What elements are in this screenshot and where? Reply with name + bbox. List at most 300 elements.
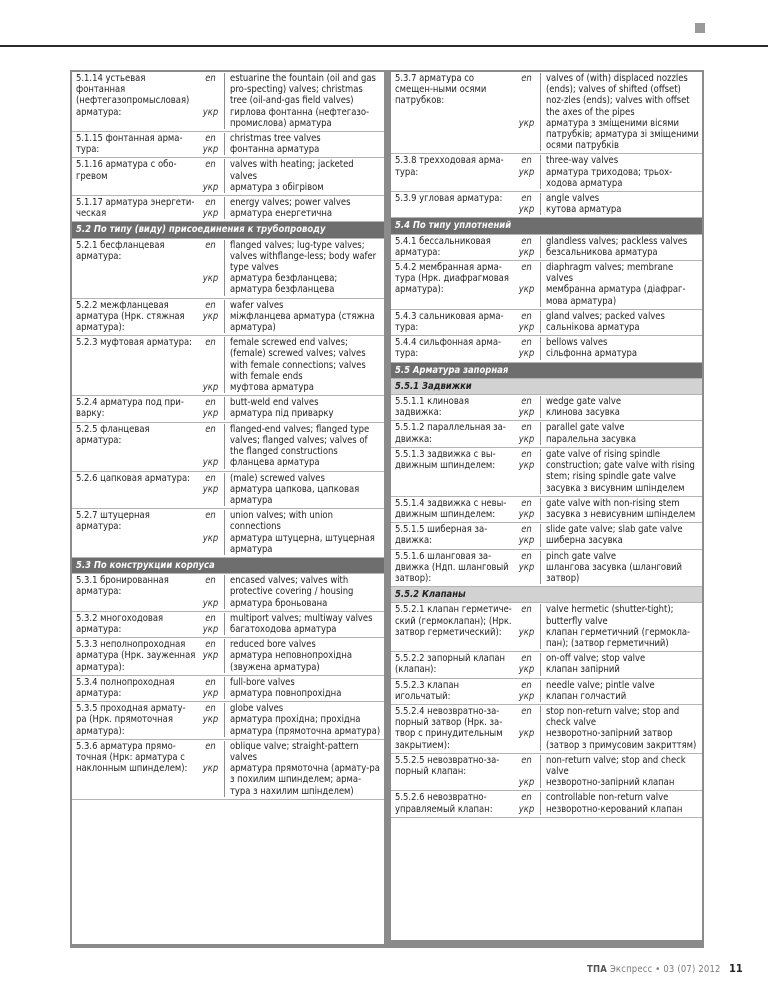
term-label: 5.3.9 угловая арматура: [395,193,503,205]
translation-text: flanged-end valves; flanged type valves; flanged valves; valves of the flanged constructions [230,423,370,458]
corner-marker [695,23,705,33]
translation-text: арматура неповнопрохідна (звужена арматура) [230,650,353,673]
language-code: en [515,706,541,728]
language-code: укр [199,107,225,129]
term-label: 5.5.1.6 шланговая за-движка (Ндп. шланговый затвор): [395,550,509,584]
translations [199,424,384,469]
translations [515,604,702,649]
translation-text: шиберна засувка [546,535,623,547]
translation-line [515,460,702,482]
language-code: укр [515,118,541,152]
term-label: 5.3.6 арматура прямо-точная (Нрк: арматура с наклонным шпинделем): [76,740,188,775]
section-heading: 5.2 По типу (виду) присоединения к трубопроводу [72,222,384,238]
translation-text: pinch gate valve [546,550,617,562]
language-code: en [199,73,225,107]
term-row [72,196,384,222]
translation-line [515,449,702,460]
translation-line [515,422,702,433]
term-label: 5.5.2.6 невозвратно-управляемый клапан: [395,792,493,815]
translation-line [515,348,702,359]
translation-text: globe valves [230,703,284,715]
translation-text: three-way valves [546,155,619,167]
translation-text: valves of (with) displaced nozzles (ends); valves of shifted (offset) noz-zles (ends); valves with offset the axes of the pipes [546,73,690,118]
term-row [391,603,702,652]
language-code: укр [515,407,541,418]
translation-line [199,677,384,688]
term-row [391,310,702,336]
term-label: 5.3.8 трехходовая арма-тура: [395,155,504,178]
language-code: en [515,524,541,535]
translation-line [199,133,384,144]
translation-text: valve hermetic (shutter-tight); butterfly valve [546,604,674,627]
translation-line [515,664,702,675]
translations [199,397,384,419]
translation-line [515,627,702,649]
translations [515,337,702,359]
language-code: укр [199,182,225,193]
translation-text: клапан запірний [546,664,620,676]
translations [199,240,384,296]
translation-text: angle valves [546,193,600,205]
translation-text: on-off valve; stop valve [546,653,646,665]
translation-text: клапан голчастий [546,690,627,702]
language-code: укр [199,408,225,419]
translation-text: christmas tree valves [230,133,321,145]
translation-text: gate valve with non-rising stem [546,497,680,509]
language-code: укр [199,714,225,736]
translations [515,706,702,751]
term-row [391,448,702,497]
translation-line [515,706,702,728]
translation-line [199,650,384,672]
term-row [72,132,384,158]
translations [515,396,702,418]
language-code: en [199,473,225,484]
term-row [72,423,384,472]
translations [199,703,384,737]
translation-text: controllable non-return valve [546,792,669,804]
term-row [72,638,384,676]
translation-text: безсальникова арматура [546,246,658,258]
translation-line [199,424,384,458]
translation-line [515,118,702,152]
language-code: укр [515,204,541,215]
term-row [72,299,384,337]
translation-text: gland valves; packed valves [546,310,665,322]
language-code: en [515,262,541,284]
translations [515,755,702,789]
term-row [391,192,702,218]
language-code: en [199,510,225,532]
translation-text: арматура повнопрохідна [230,687,342,699]
translation-line [515,498,702,509]
translation-line [515,653,702,664]
term-row [391,791,702,817]
language-code: укр [199,311,225,333]
translation-text: bellows valves [546,337,608,349]
translation-line [199,311,384,333]
translation-text: сальнікова арматура [546,322,640,334]
translation-text: засувка з невисувним шпінделем [546,508,696,520]
language-code: en [515,551,541,562]
language-code: en [515,155,541,166]
term-label: 5.1.17 арматура энергети-ческая [76,197,195,220]
language-code: укр [515,777,541,788]
term-row [391,72,702,154]
translation-text: construction; gate valve with rising stem; rising spindle gate valve [546,460,695,483]
language-code: укр [199,484,225,506]
term-label: 5.5.1.1 клиновая задвижка: [395,396,470,419]
translation-line [199,639,384,650]
language-code: en [199,677,225,688]
translation-text: арматура триходова; трьох-ходова арматура [546,166,673,189]
translation-text: арматура цапкова, цапковая арматура [230,483,360,506]
language-code: укр [515,247,541,258]
term-label: 5.4.1 бессальниковая арматура: [395,235,491,258]
term-row [391,705,702,754]
language-code: укр [515,348,541,359]
language-code: en [515,236,541,247]
translation-text: мембранна арматура (діафраг-мова арматура) [546,284,686,307]
term-label: 5.5.1.3 задвижка с вы-движным шпинделем: [395,448,496,472]
translation-line [515,73,702,118]
language-code: укр [515,535,541,546]
term-label: 5.3.3 неполнопроходная арматура (Нрк. зауженная арматура): [76,639,196,673]
term-row [72,702,384,740]
translation-text: багатоходова арматура [230,623,337,635]
translation-line [199,73,384,107]
translation-text: шлангова засувка (шланговий затвор) [546,561,683,584]
term-label: 5.5.2.3 клапан игольчатый: [395,679,460,702]
translation-text: незворотно-запірний клапан [546,777,675,789]
translation-line [199,457,384,468]
language-code: укр [515,728,541,750]
language-code: en [515,337,541,348]
translations [199,300,384,334]
translation-text: клинова засувка [546,407,620,419]
translations [515,236,702,258]
translations [515,262,702,307]
term-row [391,154,702,192]
translation-text: full-bore valves [230,676,295,688]
translation-line [515,236,702,247]
translation-line [199,598,384,609]
translation-text: гирлова фонтанна (нефтегазо-промислова) арматура [230,106,370,129]
language-code: en [199,300,225,311]
translations [199,197,384,219]
translation-text: арматура з зміщеними вісями патрубків; арматура зі зміщеними осями патрубків [546,117,699,152]
language-code: en [199,337,225,382]
term-label: 5.1.14 устьевая фонтанная (нефтегазопромысловая) арматура: [76,73,190,118]
translation-line [515,396,702,407]
term-label: 5.5.1.4 задвижка с невы-движным шпинделем: [395,497,507,520]
translation-text: муфтова арматура [230,382,314,394]
language-code: укр [199,382,225,393]
translation-text: арматура штуцерна, штуцерная арматура [230,532,375,555]
translation-text: арматура прохідна; прохідна арматура (прямоточна арматура) [230,714,381,737]
translation-line [199,159,384,181]
translation-line [199,197,384,208]
translation-line [199,382,384,393]
term-row [391,336,702,362]
translation-text: union valves; with union connections [230,510,333,533]
translations [199,677,384,699]
term-label: 5.1.16 арматура с обо-гревом [76,159,177,182]
translation-line [515,604,702,626]
term-label: 5.2.2 межфланцевая арматура (Нрк. стяжная арматура): [76,299,185,334]
translation-line [515,407,702,418]
translation-line [515,509,702,520]
term-row [72,509,384,558]
translations [515,311,702,333]
language-code: en [199,575,225,597]
language-code: en [515,311,541,322]
term-label: 5.5.2.2 запорный клапан (клапан): [395,653,506,676]
language-code: en [515,422,541,433]
translations [515,792,702,814]
term-row [72,336,384,396]
translation-line [515,155,702,166]
term-row [72,396,384,422]
language-code: укр [199,144,225,155]
translation-line [515,680,702,691]
term-label: 5.3.5 проходная армату-ра (Нрк. прямоточная арматура): [76,703,186,737]
term-label: 5.4.4 сильфонная арма-тура: [395,337,502,360]
translations [199,337,384,393]
translation-line [199,240,384,274]
translation-line [515,777,702,788]
language-code: укр [199,624,225,635]
term-label: 5.5.1.5 шиберная за-движка: [395,524,488,547]
translation-text: reduced bore valves [230,639,316,651]
translations [515,498,702,520]
left-column [72,72,384,944]
translations [199,133,384,155]
subsection-heading: 5.5.2 Клапаны [391,587,702,603]
translation-text: slide gate valve; slab gate valve [546,524,683,536]
section-heading: 5.5 Арматура запорная [391,363,702,379]
translation-line [515,262,702,284]
language-code: en [515,193,541,204]
language-code: укр [515,167,541,189]
translation-text: wedge gate valve [546,396,622,408]
term-label: 5.2.3 муфтовая арматура: [76,337,192,349]
language-code: en [515,396,541,407]
translation-line [199,533,384,555]
language-code: en [199,159,225,181]
language-code: en [515,755,541,777]
language-code: укр [515,284,541,306]
term-label: 5.2.7 штуцерная арматура: [76,510,150,533]
translation-text: паралельна засувка [546,433,637,445]
translations [515,193,702,215]
translation-line [199,182,384,193]
subsection-heading: 5.5.1 Задвижки [391,379,702,395]
translation-text: кутова арматура [546,204,622,216]
language-code: en [515,73,541,118]
translation-line [515,311,702,322]
translation-line [199,397,384,408]
term-label: 5.2.5 фланцевая арматура: [76,423,150,446]
language-code: en [199,741,225,763]
translation-text: міжфланцева арматура (стяжна арматура) [230,310,375,334]
language-code: укр [515,804,541,815]
translation-text: арматура броньована [230,597,328,609]
translation-line [515,193,702,204]
translation-text: valves with heating; jacketed valves [230,159,354,182]
translation-text: клапан герметичний (гермокла-пан); (затвор герметичний) [546,626,691,649]
language-code: укр [199,533,225,555]
term-label: 5.2.4 арматура под при-варку: [76,397,184,420]
term-label: 5.3.4 полнопроходная арматура: [76,676,175,699]
term-label: 5.5.2.5 невозвратно-за-порный клапан: [395,754,500,777]
translation-text: energy valves; power valves [230,197,351,209]
term-label: 5.2.6 цапковая арматура: [76,472,191,484]
language-code: en [515,449,541,460]
translation-text: non-return valve; stop and check valve [546,754,686,777]
translations [199,510,384,555]
translation-text: засувка з висувним шпінделем [546,482,685,494]
translation-line [199,144,384,155]
term-label: 5.3.1 бронированная арматура: [76,575,169,598]
translations [515,422,702,444]
term-row [72,740,384,800]
translation-text: stop non-return valve; stop and check valve [546,705,680,729]
translation-text: parallel gate valve [546,422,625,434]
term-label: 5.3.2 многоходовая арматура: [76,612,164,635]
translation-line [199,473,384,484]
translation-line [199,273,384,295]
translation-line [515,562,702,584]
glossary-panel [70,70,704,948]
translation-text: сільфонна арматура [546,348,638,360]
term-row [72,574,384,612]
translation-line [515,755,702,777]
translations [515,680,702,702]
translations [515,524,702,546]
language-code: укр [515,691,541,702]
translations [199,639,384,673]
translations [199,613,384,635]
term-label: 5.4.3 сальниковая арма-тура: [395,310,504,334]
translation-text: glandless valves; packless valves [546,235,688,247]
language-code: en [515,498,541,509]
translation-line [515,524,702,535]
section-heading: 5.4 По типу уплотнений [391,218,702,234]
translations [515,551,702,585]
translation-line [515,551,702,562]
term-row [391,523,702,549]
language-code: en [515,680,541,691]
footer-magazine: ТПА [587,964,607,975]
term-row [391,652,702,678]
translations [199,741,384,797]
section-heading: 5.3 По конструкции корпуса [72,558,384,574]
translation-line [515,167,702,189]
translation-text: flanged valves; lug-type valves; valves withflange-less; body wafer type valves [230,239,377,274]
translation-text: female screwed end valves; (female) screwed valves; valves with female connections; valves with female ends [230,337,366,382]
language-code: en [199,133,225,144]
translation-text: diaphragm valves; membrane valves [546,262,674,285]
translation-text: butt-weld end valves [230,397,319,409]
translation-line [515,691,702,702]
translation-line [515,728,702,750]
language-code: en [515,653,541,664]
translation-line [515,204,702,215]
translation-line [199,688,384,699]
translation-text: арматура прямоточна (армату-ра з похилим шпинделем; арма-тура з нахилим шпінделем) [230,763,380,797]
language-code: en [199,240,225,274]
term-row [391,550,702,588]
translation-line [199,408,384,419]
translation-text: estuarine the fountain (oil and gas pro-specting) valves; christmas tree (oil-and-gas field valves) [230,73,376,107]
right-column [391,72,702,940]
translation-text: oblique valve; straight-pattern valves [230,740,359,763]
translation-line [199,337,384,382]
translation-text: незворотно-керований клапан [546,803,683,815]
translation-line [199,741,384,763]
language-code: укр [199,273,225,295]
translation-text: арматура з обігрівом [230,181,324,193]
language-code: укр [199,763,225,797]
term-label: 5.5.2.4 невозвратно-за-порный затвор (Нрк. за-твор с принудительным закрытием): [395,705,503,751]
language-code: укр [199,650,225,672]
language-code [515,483,541,494]
term-label: 5.3.7 арматура со смещен-ными осями патрубков: [395,73,487,107]
translation-line [515,792,702,803]
translation-text: арматура під приварку [230,408,334,420]
translation-line [515,804,702,815]
translation-line [199,703,384,714]
term-row [72,676,384,702]
term-label: 5.1.15 фонтанная арма-тура: [76,133,183,156]
footer-issue: Экспресс • 03 (07) 2012 [609,964,721,975]
language-code: en [199,639,225,650]
translation-text: gate valve of rising spindle [546,448,661,460]
translation-line [199,300,384,311]
translation-line [199,763,384,797]
term-row [72,72,384,132]
term-row [391,754,702,792]
term-row [72,158,384,196]
translations [199,159,384,193]
translation-text: фланцева арматура [230,457,320,469]
language-code: укр [199,208,225,219]
language-code: укр [515,562,541,584]
translation-line [515,322,702,333]
translation-text: незворотно-запірний затвор (затвор з примусовим закриттям) [546,728,697,751]
term-row [72,239,384,299]
language-code: en [199,424,225,458]
language-code: укр [515,627,541,649]
translations [515,653,702,675]
translation-line [199,107,384,129]
language-code: укр [515,322,541,333]
translation-text: multiport valves; multiway valves [230,612,373,624]
translation-text: арматура безфланцева; арматура безфланцева [230,273,338,296]
translation-line [199,575,384,597]
translation-line [515,483,702,494]
term-label: 5.5.1.2 параллельная за-движка: [395,422,506,445]
page-number: 11 [729,962,743,975]
translation-line [515,535,702,546]
translation-line [199,714,384,736]
language-code: укр [199,598,225,609]
translation-text: wafer valves [230,299,284,311]
term-row [391,235,702,261]
language-code: укр [515,434,541,445]
term-row [72,472,384,510]
